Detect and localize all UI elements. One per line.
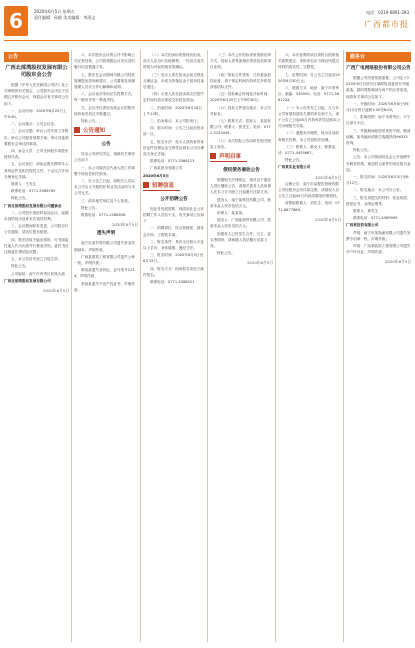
paragraph: 广西北部湾股权发展有限公司董事会: [4, 203, 62, 208]
paragraph: 特此公告。: [11, 196, 29, 201]
paragraph: 一、本公司原法定代表人因工作调整不再担任相关职务。: [74, 165, 135, 176]
article-title: 公告: [101, 142, 111, 148]
article-title: 广西广电网络股份有限公司公告: [346, 66, 411, 71]
column-1: [4, 52, 69, 642]
paragraph: 经本公司研究决定，现就有关事项公告如下：: [74, 152, 135, 163]
paragraph: 黄某某遗失身份证，证号尾号1234，声明作废。: [74, 268, 135, 279]
paragraph: 二、会议地点：公司会议室。: [11, 122, 58, 127]
article-date: 2020年6月5日: [112, 222, 138, 228]
paragraph: （二）本次拍卖标的按现状拍卖，竞买人应自行实地勘察，一经竞买成功即视为对标的现状的确认。: [143, 53, 205, 70]
paragraph: 七、股东在会议期间可就公司经营管理提出质询和建议，公司董事及高级管理人员应当作出解释和说明。: [74, 72, 136, 90]
paper-logo: 广西都市报: [364, 20, 409, 29]
paragraph: 三、会议期间如有变更，公司将另行公告通知，请各位股东留意。: [4, 224, 69, 235]
paragraph: 特此公告。: [353, 148, 371, 153]
paragraph: 三、报名须提交的材料：营业执照、资质证书、业绩证明等。: [346, 195, 411, 206]
article-date: 2020年6月5日: [43, 288, 69, 294]
paragraph: 根据《中华人民共和国公司法》及公司章程的有关规定，公司股东会决定于近期召开股东会议，现将会议有关事项公告如下。: [4, 83, 69, 106]
paragraph: 六、本次股东会议的召开不影响公司正常经营，公司将根据会议决议及时履行信息披露义务。: [74, 53, 136, 70]
paragraph: 三、报名时间：2020年6月5日至6月15日。: [143, 253, 204, 264]
paragraph: 联系电话：0771-5589999: [353, 216, 398, 221]
paragraph: 二、报名条件：具有全日制大专及以上学历，身体健康，遵纪守法。: [143, 239, 204, 251]
paragraph: 清算组联系人：刘先生；电话：0771-6677889。: [278, 201, 340, 212]
masthead-meta: [34, 9, 95, 21]
paragraph: 担保人：某某某。: [217, 211, 246, 216]
paragraph: 债务人：广西某商贸有限公司，借款本金人民币叁拾万元。: [210, 218, 271, 229]
paragraph: 三、拍卖地点：本公司拍卖厅。: [150, 119, 201, 124]
paragraph: 五、报名办法：竞买人须持有效身份证件及保证金交纳凭证到本公司办理竞买登记手续。: [143, 139, 205, 157]
section-label-text: 公告通知: [83, 128, 106, 135]
paragraph: 二、自公告之日起，原相关人员以本公司名义开展的任何业务活动均与本公司无关。: [74, 179, 136, 196]
paragraph: （四）招标文件获取：凡有意参加投标者，请于规定时间内持单位介绍信获取招标文件。: [210, 72, 272, 90]
column-3: [143, 52, 205, 642]
paragraph: 二、报名地点：本公司办公室。: [353, 188, 404, 193]
paragraph: 广西某投资有限公司: [346, 223, 379, 228]
paragraph: 五、会议登记：请参会股东携带本人身份证件及相关授权文件，于会议召开前办理登记手续。: [4, 162, 69, 179]
paragraph: 特此公告。: [217, 251, 235, 256]
column-4: [210, 52, 273, 642]
article-date: 2020年6月5日: [315, 174, 341, 180]
paragraph: 四、报名方式：现场报名或电子邮件报名。: [143, 266, 204, 277]
section-mark-icon: [143, 182, 149, 188]
column-2: [74, 52, 138, 642]
paragraph: 特此公告。: [81, 119, 99, 124]
article-title: 公开招聘公告: [160, 196, 188, 202]
paragraph: 六、本次征集的项目须符合国家相关政策规定，申报单位应当保证所提交材料的真实性、完整性。: [278, 53, 340, 70]
column-divider: [275, 50, 276, 642]
paragraph: 三、会议议题：审议公司年度工作报告；审议公司财务预算方案；审议其他需要股东会审议的事项。: [4, 129, 69, 146]
section-header-label: 公告: [8, 54, 19, 60]
paragraph: 联系电话：0771-5588321: [150, 280, 195, 285]
article-title: 广西北部湾股权发展有限公司股东会公告: [5, 65, 68, 78]
paragraph: 五、本公告自刊登之日起生效。: [11, 257, 62, 262]
paragraph: （二）逾期未办理的，视为自动放弃相关权利，本公司将依法处理。: [278, 131, 339, 142]
paragraph: 注销公告：南宁市某餐饮管理有限公司经股东会决议拟注销，请债权人自公告之日起45日内向清算组申报债权。: [278, 181, 341, 199]
section-mark-icon: [74, 127, 80, 133]
paragraph: 一、报名时间：2020年6月5日至6月12日。: [346, 175, 409, 186]
column-6: [346, 52, 411, 642]
paragraph: 八、联系方式：地址：南宁市青秀区；邮编：530000；电话：0771-5661234。: [278, 86, 340, 103]
masthead-right: [364, 10, 409, 30]
paragraph: 四、参会人员：公司全体股东或股东授权代表。: [4, 149, 69, 160]
section-label: [143, 182, 180, 191]
section-header-label: 服务台: [350, 54, 366, 60]
paragraph: （三）联系人：陈女士；联系电话：0771-4455667。: [278, 144, 336, 156]
column-divider: [343, 50, 344, 642]
paragraph: 七、征集时间：自公告之日起至2020年6月30日止。: [278, 72, 340, 83]
section-label: [210, 153, 247, 162]
paragraph: 一、会议时间：2020年6月20日上午9:30。: [4, 108, 67, 120]
paragraph: 如债务人已经发生合并、分立、更名等情形，请承继人依法履行还款义务。: [210, 231, 271, 249]
paragraph: （四）买受人应在拍卖成交后按约定时间付清全部成交价款及佣金。: [143, 92, 204, 103]
paragraph: 二、影响范围：南宁市青秀区、兴宁区部分小区。: [346, 115, 411, 126]
paragraph: 特此公告。: [11, 264, 29, 269]
paragraph: （三）竞买人须在拍卖会前交纳竞买保证金，未成交的保证金于拍卖结束后退还。: [143, 72, 205, 90]
article-title: 遗失声明: [96, 231, 116, 237]
masthead-date: 2020年6月5日 星期五: [34, 9, 75, 14]
page-number: 6: [4, 6, 28, 36]
column-divider: [140, 50, 141, 642]
section-label-text: 声明启事: [219, 154, 242, 161]
paragraph: 公告：本公司现面向社会公开选聘中介服务机构，欢迎符合条件的单位报名参加。: [346, 155, 411, 172]
paragraph: （六）投标文件递交地点：本公司开标室。: [210, 105, 271, 116]
paragraph: 一、招聘岗位：综合管理岗、财务会计岗、工程技术岗。: [143, 226, 204, 237]
paragraph: 广西某拍卖有限公司: [150, 166, 183, 171]
paragraph: 联系电话：0771-2288456: [81, 213, 126, 218]
paragraph: （七）联系方式：招标人：某某有限公司；联系人：张先生；电话：0771-2233445。: [210, 119, 271, 136]
paragraph: 三、请各相关单位及个人知悉。: [81, 198, 132, 203]
paragraph: 八、会议表决采用记名投票方式，每一股份享有一票表决权。: [74, 92, 135, 103]
paragraph: 2020年6月5日: [143, 173, 169, 178]
paragraph: 联系人：黄先生: [353, 209, 379, 214]
article-title: 债权债务催收公告: [223, 168, 260, 174]
paragraph: 李某某遗失不动产权证书，声明作废。: [74, 281, 135, 292]
section-mark-icon: [210, 153, 216, 159]
masthead-editors: 责任编辑：孙郁 美术编辑：李清文: [34, 15, 96, 20]
article-date: 2020年6月5日: [315, 216, 341, 222]
section-label-text: 招聘信息: [152, 182, 175, 189]
section-header: [4, 52, 69, 62]
paragraph: 广西某实业有限公司: [278, 165, 311, 170]
paragraph: 联系电话：0771-5566789: [11, 189, 56, 194]
paragraph: 根据相关法律规定，现对以下债务人进行催收公告，请相关债务人及担保人在本公告刊登之日起履行还款义务。: [210, 178, 272, 195]
paragraph: 联系电话：0771-3366123: [150, 159, 195, 164]
column-divider: [207, 50, 208, 642]
paragraph: 根据公司经营发展需要，公司定于2020年6月对部分区域网络设备进行升级改造，届时将影响部分用户的正常收视，现将有关事项公告如下。: [346, 76, 411, 99]
paragraph: 四、股东因故不能出席的，可书面委托他人代为出席并行使表决权，委托书应注明委托事项及权限。: [4, 237, 69, 255]
paragraph: 因业务发展需要，现面向社会公开招聘工作人员若干名，有关事项公告如下：: [143, 206, 205, 224]
paragraph: （五）投标截止时间及开标时间：2020年6月25日上午9时30分。: [210, 92, 271, 103]
paragraph: （八）本次招标公告同时在相关网站上发布。: [210, 138, 271, 149]
paragraph: 南宁市某贸易有限公司遗失营业执照副本，声明作废。: [74, 241, 135, 252]
masthead-divider: [4, 40, 411, 41]
column-5: [278, 52, 341, 642]
paragraph: 广西某建筑工程有限公司遗失公章一枚，声明作废。: [74, 254, 135, 266]
paragraph: 特此公告。: [285, 158, 303, 163]
column-divider: [71, 50, 72, 642]
paragraph: 特此公告。: [81, 205, 99, 210]
paragraph: 声明：南宁市某物流有限公司遗失发票专用章一枚，声明作废。: [346, 230, 411, 241]
paragraph: （三）本次公开招标采用资格后审方式，投标人须具备相应资质及类似项目业绩。: [210, 53, 272, 70]
article-date: 2020年6月5日: [385, 259, 411, 265]
paragraph: 联系人：王先生: [11, 182, 37, 187]
paragraph: 债务人：南宁某科技有限公司，借款本金人民币伍拾万元。: [210, 197, 271, 208]
paragraph: 四、展示时间：公告之日起至拍卖前一日。: [143, 126, 204, 137]
section-label: [74, 127, 111, 136]
paragraph: 公司地址：南宁市青秀区民族大道: [11, 271, 65, 276]
paragraph: 声明：广西某装饰工程有限公司遗失开户许可证，声明作废。: [346, 244, 411, 255]
paragraph: 一、升级时间：2020年6月8日至6月12日每日凌晨1:00至6:00。: [346, 101, 409, 113]
section-header: [346, 52, 411, 62]
paragraph: 二、公司股东请按时参加会议，逾期未到的视为放弃本次表决权利。: [4, 210, 69, 222]
paragraph: 三、升级期间给您带来的不便，敬请谅解。如有疑问请拨打客服热线96335咨询。: [346, 128, 411, 146]
masthead-contact: 电话：0310-6891-293: [366, 10, 409, 15]
article-date: 2020年6月5日: [247, 260, 273, 266]
paragraph: 九、会议决议须经出席会议的股东所持表决权过半数通过。: [74, 105, 135, 116]
masthead: [0, 0, 415, 44]
paragraph: （一）本公告发布之日起，凡与本公司有债权债务关系的单位和个人，请于公告之日起45日内持有效凭证到本公司办理相关手续。: [278, 105, 341, 129]
paragraph: 广西北部湾股权发展有限公司: [4, 278, 51, 283]
paragraph: 二、拍卖时间：2020年6月18日上午10时。: [143, 105, 202, 116]
